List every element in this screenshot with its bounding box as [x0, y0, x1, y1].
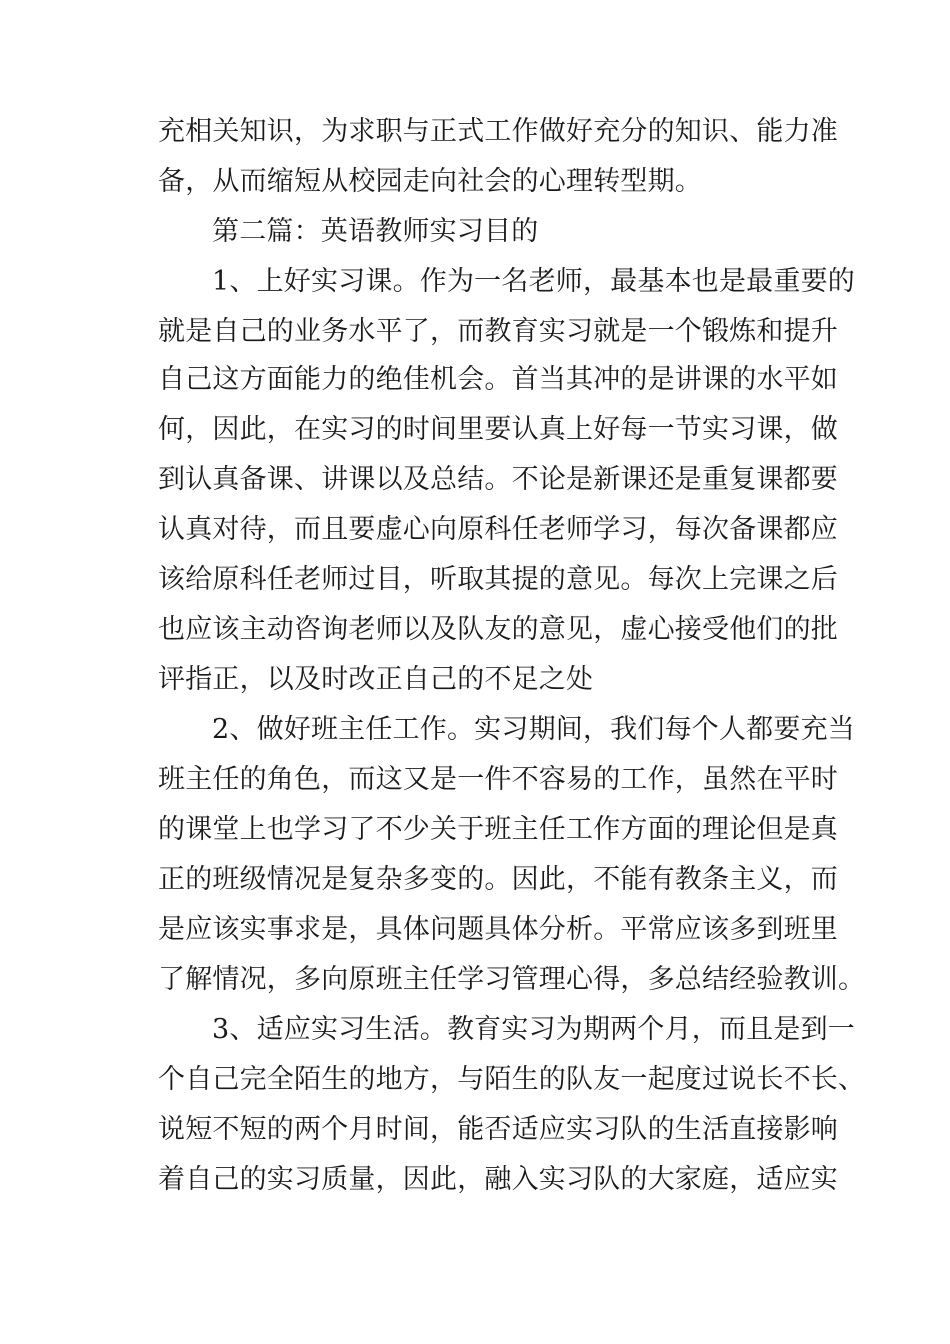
text-line: 也应该主动咨询老师以及队友的意见，虚心接受他们的批	[158, 614, 838, 645]
text-line: 2、做好班主任工作。实习期间，我们每个人都要充当	[212, 714, 855, 745]
text-line: 正的班级情况是复杂多变的。因此，不能有教条主义，而	[158, 864, 838, 895]
text-line: 个自己完全陌生的地方，与陌生的队友一起度过说长不长、	[158, 1064, 866, 1095]
text-line: 1、上好实习课。作为一名老师，最基本也是最重要的	[212, 266, 855, 297]
section-heading: 第二篇：英语教师实习目的	[212, 216, 539, 247]
text-line: 评指正，以及时改正自己的不足之处	[158, 664, 594, 695]
text-line: 认真对待，而且要虚心向原科任老师学习，每次备课都应	[158, 514, 838, 545]
text-line: 到认真备课、讲课以及总结。不论是新课还是重复课都要	[158, 464, 838, 495]
text-line: 的课堂上也学习了不少关于班主任工作方面的理论但是真	[158, 814, 838, 845]
text-line: 备，从而缩短从校园走向社会的心理转型期。	[158, 166, 702, 197]
text-line: 何，因此，在实习的时间里要认真上好每一节实习课，做	[158, 414, 838, 445]
text-line: 是应该实事求是，具体问题具体分析。平常应该多到班里	[158, 914, 838, 945]
text-line: 说短不短的两个月时间，能否适应实习队的生活直接影响	[158, 1114, 838, 1145]
text-line: 着自己的实习质量，因此，融入实习队的大家庭，适应实	[158, 1164, 838, 1195]
text-line: 充相关知识，为求职与正式工作做好充分的知识、能力准	[158, 116, 838, 147]
text-line: 该给原科任老师过目，听取其提的意见。每次上完课之后	[158, 564, 838, 595]
text-line: 了解情况，多向原班主任学习管理心得，多总结经验教训。	[158, 964, 866, 995]
text-line: 3、适应实习生活。教育实习为期两个月，而且是到一	[212, 1014, 855, 1045]
text-line: 班主任的角色，而这又是一件不容易的工作，虽然在平时	[158, 764, 838, 795]
text-line: 自己这方面能力的绝佳机会。首当其冲的是讲课的水平如	[158, 364, 838, 395]
text-line: 就是自己的业务水平了，而教育实习就是一个锻炼和提升	[158, 316, 838, 347]
